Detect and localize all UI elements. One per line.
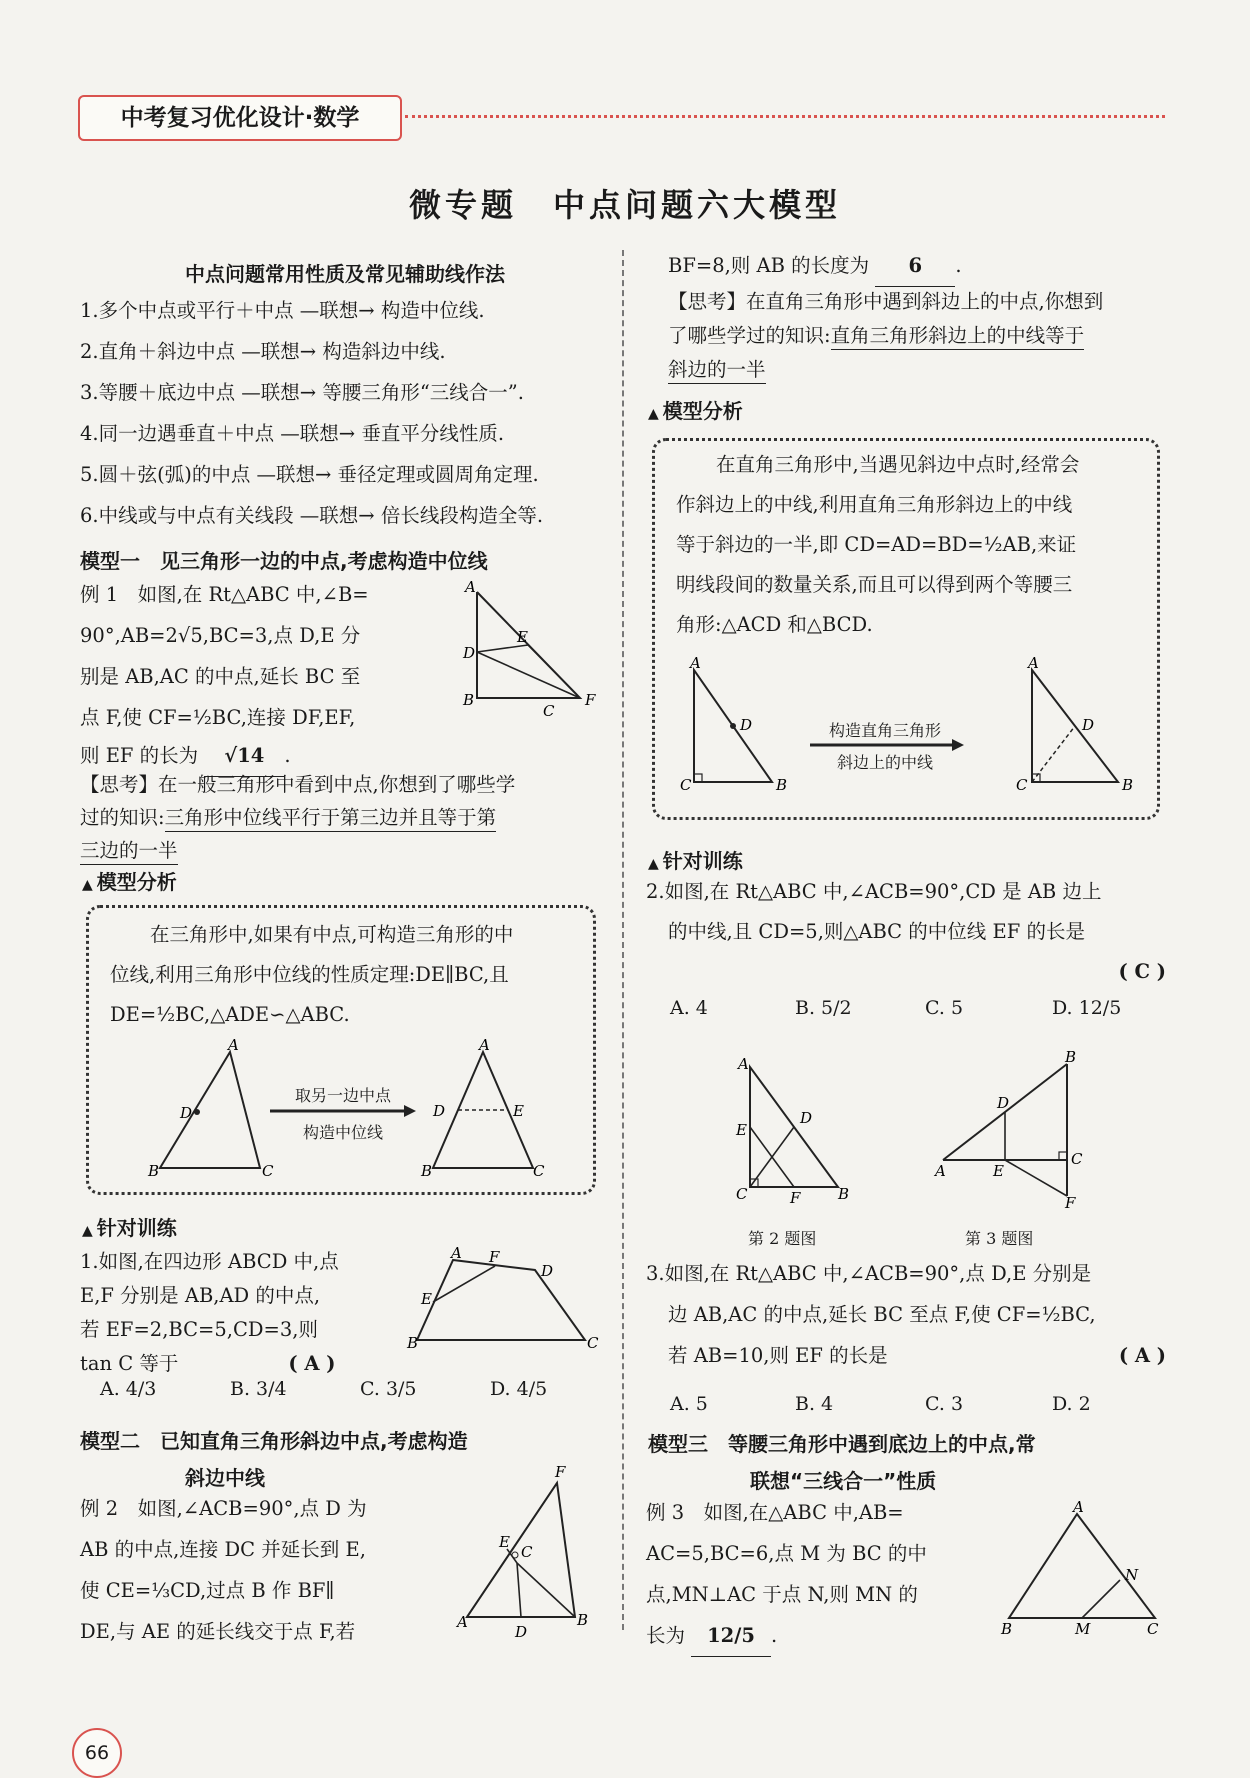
- right-arrow-icon: [268, 1104, 418, 1118]
- option-a: A. 4/3: [100, 1378, 157, 1400]
- svg-text:B: B: [1001, 1620, 1013, 1638]
- svg-text:C: C: [1016, 776, 1028, 794]
- think-answer: 三角形中位线平行于第三边并且等于第: [165, 806, 497, 832]
- book-header-label: 中考复习优化设计·数学: [78, 95, 402, 141]
- example2-answer: 6: [875, 245, 955, 287]
- option-c: C. 3/5: [360, 1378, 417, 1400]
- think-prompt: 【思考】在直角三角形中遇到斜边上的中点,你想到: [668, 290, 1104, 313]
- option-a: A. 5: [670, 1393, 708, 1415]
- svg-text:C: C: [543, 702, 555, 720]
- svg-text:A: A: [451, 1244, 462, 1262]
- question2-caption: 第 2 题图: [748, 1229, 817, 1248]
- svg-text:A: A: [457, 1613, 468, 1631]
- question2-figure: [730, 1055, 850, 1205]
- think-answer: 斜边的一半: [668, 358, 766, 384]
- svg-text:C: C: [587, 1334, 599, 1352]
- option-a: A. 4: [670, 997, 708, 1019]
- example2-text: [80, 1488, 440, 1652]
- analysis-line: 角形:△ACD 和△BCD.: [676, 613, 873, 636]
- analysis1-right-figure: [415, 1036, 545, 1180]
- example1-think: [80, 768, 620, 867]
- list-item: 5.圆＋弦(弧)的中点 —联想→ 垂径定理或圆周角定理.: [80, 463, 539, 486]
- option-d: D. 2: [1052, 1393, 1091, 1415]
- question3-line: 边 AB,AC 的中点,延长 BC 至点 F,使 CF=½BC,: [668, 1303, 1096, 1326]
- svg-text:D: D: [800, 1109, 813, 1127]
- question2-text: [646, 872, 1176, 992]
- question1-text: [80, 1245, 400, 1381]
- analysis-line: 在三角形中,如果有中点,可构造三角形的中: [150, 923, 514, 946]
- svg-text:B: B: [577, 1611, 589, 1629]
- svg-text:D: D: [541, 1262, 554, 1280]
- example1-text: [80, 574, 450, 738]
- question1-figure: [405, 1244, 600, 1358]
- think-prefix: 过的知识:: [80, 806, 165, 829]
- svg-text:F: F: [1065, 1194, 1076, 1212]
- analysis-line: 在直角三角形中,当遇见斜边中点时,经常会: [716, 453, 1080, 476]
- analysis2-right-figure: [1010, 656, 1140, 796]
- option-b: B. 5/2: [795, 997, 852, 1019]
- svg-text:M: M: [1075, 1620, 1091, 1638]
- list-item: 1.多个中点或平行＋中点 —联想→ 构造中位线.: [80, 299, 485, 322]
- example2-line: 使 CE=⅓CD,过点 B 作 BF∥: [80, 1579, 335, 1602]
- svg-text:B: B: [407, 1334, 419, 1352]
- model2-analysis-label: ▲ 模型分析: [648, 395, 743, 424]
- svg-text:C: C: [736, 1185, 748, 1203]
- page-title: 微专题 中点问题六大模型: [408, 186, 841, 224]
- intro-list: [80, 290, 620, 536]
- page-number: 66: [72, 1728, 122, 1778]
- example3-line: 例 3 如图,在△ABC 中,AB=: [646, 1501, 904, 1524]
- analysis1-left-figure: [140, 1036, 274, 1180]
- svg-text:C: C: [521, 1543, 533, 1561]
- example1-line: 点 F,使 CF=½BC,连接 DF,EF,: [80, 706, 356, 729]
- example3-figure: [995, 1500, 1165, 1640]
- svg-text:N: N: [1125, 1566, 1139, 1584]
- question2-answer: ( C ): [1118, 960, 1166, 983]
- question3-caption: 第 3 题图: [965, 1229, 1034, 1248]
- svg-text:D: D: [463, 644, 476, 662]
- svg-text:E: E: [736, 1121, 747, 1139]
- svg-text:B: B: [421, 1162, 433, 1180]
- svg-text:B: B: [1122, 776, 1134, 794]
- option-c: C. 3: [925, 1393, 964, 1415]
- svg-text:C: C: [262, 1162, 274, 1180]
- example2-line: DE,与 AE 的延长线交于点 F,若: [80, 1620, 356, 1643]
- question2-line: 2.如图,在 Rt△ABC 中,∠ACB=90°,CD 是 AB 边上: [646, 880, 1102, 903]
- model1-analysis-label: ▲ 模型分析: [82, 866, 177, 895]
- example1-question: 则 EF 的长为: [80, 744, 199, 767]
- question3-text: [646, 1253, 1176, 1376]
- svg-text:F: F: [790, 1189, 801, 1207]
- model2-heading-line: 斜边中线: [185, 1466, 265, 1490]
- model3-heading-line: 联想“三线合一”性质: [750, 1469, 937, 1493]
- question1-answer: ( A ): [288, 1352, 336, 1375]
- analysis-line: 位线,利用三角形中位线的性质定理:DE∥BC,且: [110, 963, 509, 986]
- model3-heading: [648, 1428, 1178, 1494]
- analysis-line: 等于斜边的一半,即 CD=AD=BD=½AB,来证: [676, 533, 1077, 556]
- model3-heading-line: 模型三 等腰三角形中遇到底边上的中点,常: [648, 1432, 1036, 1456]
- example2-line: 例 2 如图,∠ACB=90°,点 D 为: [80, 1497, 367, 1520]
- svg-text:C: C: [1147, 1620, 1159, 1638]
- list-item: 6.中线或与中点有关线段 —联想→ 倍长线段构造全等.: [80, 504, 544, 527]
- example1-answer: √14: [204, 735, 284, 777]
- example1-answer-line: 则 EF 的长为 √14 .: [80, 735, 620, 777]
- svg-text:B: B: [838, 1185, 850, 1203]
- svg-text:D: D: [433, 1102, 446, 1120]
- header-dotted-rule: [405, 115, 1165, 118]
- question1-line: 1.如图,在四边形 ABCD 中,点: [80, 1250, 339, 1273]
- svg-text:A: A: [690, 654, 701, 672]
- analysis1-arrow-top: 取另一边中点: [294, 1086, 391, 1105]
- question3-answer: ( A ): [1118, 1344, 1166, 1367]
- column-divider: [622, 250, 624, 1630]
- svg-text:D: D: [180, 1104, 193, 1122]
- analysis2-arrow-bottom: 斜边上的中线: [836, 753, 933, 772]
- example1-figure: [455, 580, 605, 720]
- option-b: B. 3/4: [230, 1378, 287, 1400]
- svg-text:A: A: [738, 1055, 749, 1073]
- model1-heading: 模型一 见三角形一边的中点,考虑构造中位线: [80, 549, 488, 573]
- svg-text:E: E: [517, 628, 528, 646]
- example3-question: 长为: [646, 1624, 686, 1647]
- svg-text:E: E: [499, 1533, 510, 1551]
- svg-text:A: A: [1073, 1498, 1084, 1516]
- example2-figure: [455, 1465, 605, 1645]
- list-item: 4.同一边遇垂直＋中点 —联想→ 垂直平分线性质.: [80, 422, 505, 445]
- svg-text:D: D: [740, 716, 753, 734]
- model2-analysis-text: [676, 445, 1156, 645]
- list-item: 3.等腰＋底边中点 —联想→ 等腰三角形“三线合一”.: [80, 381, 524, 404]
- example3-line: 点,MN⊥AC 于点 N,则 MN 的: [646, 1583, 918, 1606]
- example1-line: 别是 AB,AC 的中点,延长 BC 至: [80, 665, 361, 688]
- question3-line: 3.如图,在 Rt△ABC 中,∠ACB=90°,点 D,E 分别是: [646, 1262, 1092, 1285]
- svg-text:F: F: [489, 1248, 500, 1266]
- question1-line: E,F 分别是 AB,AD 的中点,: [80, 1284, 321, 1307]
- example3-answer: 12/5: [691, 1615, 771, 1657]
- example2-question: BF=8,则 AB 的长度为: [668, 254, 870, 277]
- example1-line: 90°,AB=2√5,BC=3,点 D,E 分: [80, 624, 361, 647]
- question3-line: 若 AB=10,则 EF 的长是: [668, 1344, 888, 1367]
- think-prompt: 【思考】在一般三角形中看到中点,你想到了哪些学: [80, 773, 516, 796]
- option-d: D. 12/5: [1052, 997, 1122, 1019]
- model2-heading-line: 模型二 已知直角三角形斜边中点,考虑构造: [80, 1429, 468, 1453]
- svg-text:A: A: [228, 1036, 239, 1054]
- analysis2-left-figure: [672, 656, 792, 796]
- example3-text: 例 3 如图,在△ABC 中,AB= AC=5,BC=6,点 M 为 BC 的中 点,MN⊥AC 于点 N,则 MN 的 长为 12/5 .: [646, 1492, 976, 1657]
- example2-think: [668, 285, 1188, 387]
- analysis-line: DE=½BC,△ADE∽△ABC.: [110, 1003, 350, 1026]
- list-item: 2.直角＋斜边中点 —联想→ 构造斜边中线.: [80, 340, 446, 363]
- svg-text:A: A: [935, 1162, 946, 1180]
- example2-continued: BF=8,则 AB 的长度为 6 .: [668, 245, 1188, 287]
- option-d: D. 4/5: [490, 1378, 548, 1400]
- svg-text:B: B: [1065, 1048, 1077, 1066]
- model1-training-label: ▲ 针对训练: [82, 1212, 177, 1241]
- question1-line: tan C 等于: [80, 1352, 179, 1375]
- intro-heading: 中点问题常用性质及常见辅助线作法: [185, 262, 505, 286]
- svg-text:D: D: [997, 1094, 1010, 1112]
- svg-text:F: F: [555, 1463, 566, 1481]
- svg-text:B: B: [148, 1162, 160, 1180]
- model1-analysis-text: [110, 915, 590, 1035]
- model2-training-label: ▲ 针对训练: [648, 845, 743, 874]
- svg-text:C: C: [533, 1162, 545, 1180]
- svg-text:F: F: [585, 691, 596, 709]
- analysis-line: 明线段间的数量关系,而且可以得到两个等腰三: [676, 573, 1073, 596]
- think-prefix: 了哪些学过的知识:: [668, 324, 831, 347]
- svg-text:C: C: [1071, 1150, 1083, 1168]
- think-answer: 直角三角形斜边上的中线等于: [831, 324, 1085, 350]
- example1-line: 例 1 如图,在 Rt△ABC 中,∠B=: [80, 583, 369, 606]
- svg-text:A: A: [465, 578, 476, 596]
- analysis2-arrow-top: 构造直角三角形: [828, 721, 941, 740]
- question1-line: 若 EF=2,BC=5,CD=3,则: [80, 1318, 318, 1341]
- think-answer: 三边的一半: [80, 839, 178, 865]
- example2-line: AB 的中点,连接 DC 并延长到 E,: [80, 1538, 366, 1561]
- option-b: B. 4: [795, 1393, 834, 1415]
- svg-text:B: B: [776, 776, 788, 794]
- option-c: C. 5: [925, 997, 964, 1019]
- svg-text:A: A: [1028, 654, 1039, 672]
- svg-text:E: E: [421, 1290, 432, 1308]
- svg-text:A: A: [479, 1036, 490, 1054]
- analysis1-arrow-bottom: 构造中位线: [302, 1123, 383, 1142]
- svg-text:E: E: [993, 1162, 1004, 1180]
- example3-line: AC=5,BC=6,点 M 为 BC 的中: [646, 1542, 927, 1565]
- question3-figure: [935, 1050, 1095, 1210]
- svg-text:E: E: [513, 1102, 524, 1120]
- svg-text:B: B: [463, 691, 475, 709]
- question2-line: 的中线,且 CD=5,则△ABC 的中位线 EF 的长是: [668, 920, 1085, 943]
- svg-text:D: D: [515, 1623, 528, 1641]
- svg-text:C: C: [680, 776, 692, 794]
- analysis-line: 作斜边上的中线,利用直角三角形斜边上的中线: [676, 493, 1073, 516]
- svg-text:D: D: [1082, 716, 1095, 734]
